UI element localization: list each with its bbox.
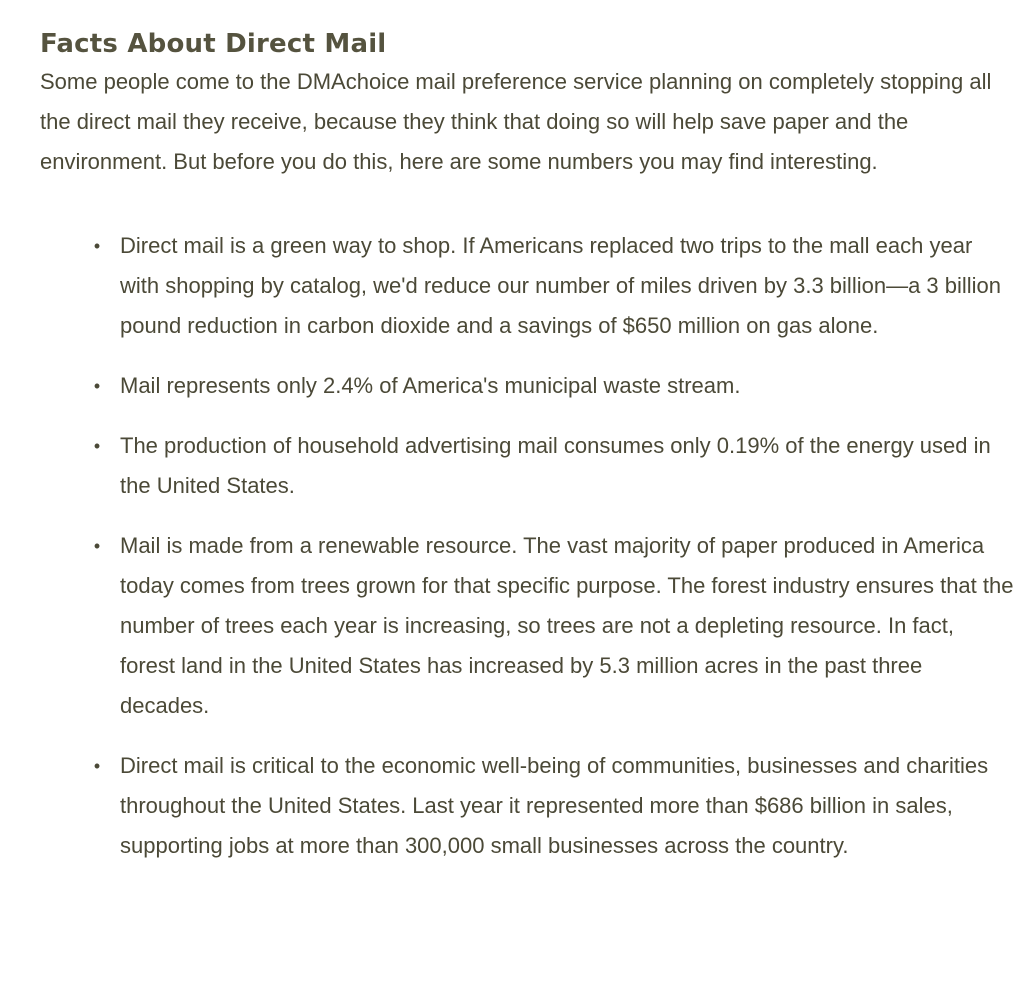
bullet-icon: • — [93, 236, 101, 256]
intro-paragraph: Some people come to the DMAchoice mail preference service planning on completely stopping all the direct mail they receive, because they think that doing so will help save paper and the environment. But before you do this, here are some numbers you may find interesting. — [40, 69, 992, 174]
list-item — [40, 426, 1015, 506]
bullet-icon: • — [93, 436, 101, 456]
fact-text: Direct mail is critical to the economic well-being of communities, businesses and charities throughout the United States. Last year it represented more than $686 billion in sales, supporting jobs at more than 300,000 small businesses across the country. — [120, 753, 989, 858]
fact-text: Mail represents only 2.4% of America's municipal waste stream. — [120, 373, 741, 398]
list-item — [40, 746, 1015, 866]
fact-text: Direct mail is a green way to shop. If Americans replaced two trips to the mall each year with shopping by catalog, we'd reduce our number of miles driven by 3.3 billion—a 3 billion pound reduction in carbon dioxide and a savings of $650 million on gas alone. — [120, 233, 1002, 338]
list-item — [40, 366, 1015, 406]
facts-list — [40, 226, 1015, 866]
page-title: Facts About Direct Mail — [40, 29, 387, 59]
fact-text: Mail is made from a renewable resource. The vast majority of paper produced in America today comes from trees grown for that specific purpose. The forest industry ensures that the number of trees each year is increasing, so trees are not a depleting resource. In fact, forest land in the United States has increased by 5.3 million acres in the past three decades. — [120, 533, 1014, 718]
fact-text: The production of household advertising mail consumes only 0.19% of the energy used in the United States. — [120, 433, 991, 498]
list-item — [40, 226, 1015, 346]
bullet-icon: • — [93, 756, 101, 776]
bullet-icon: • — [93, 376, 101, 396]
list-item — [40, 526, 1015, 726]
bullet-icon: • — [93, 536, 101, 556]
article — [40, 26, 1015, 886]
